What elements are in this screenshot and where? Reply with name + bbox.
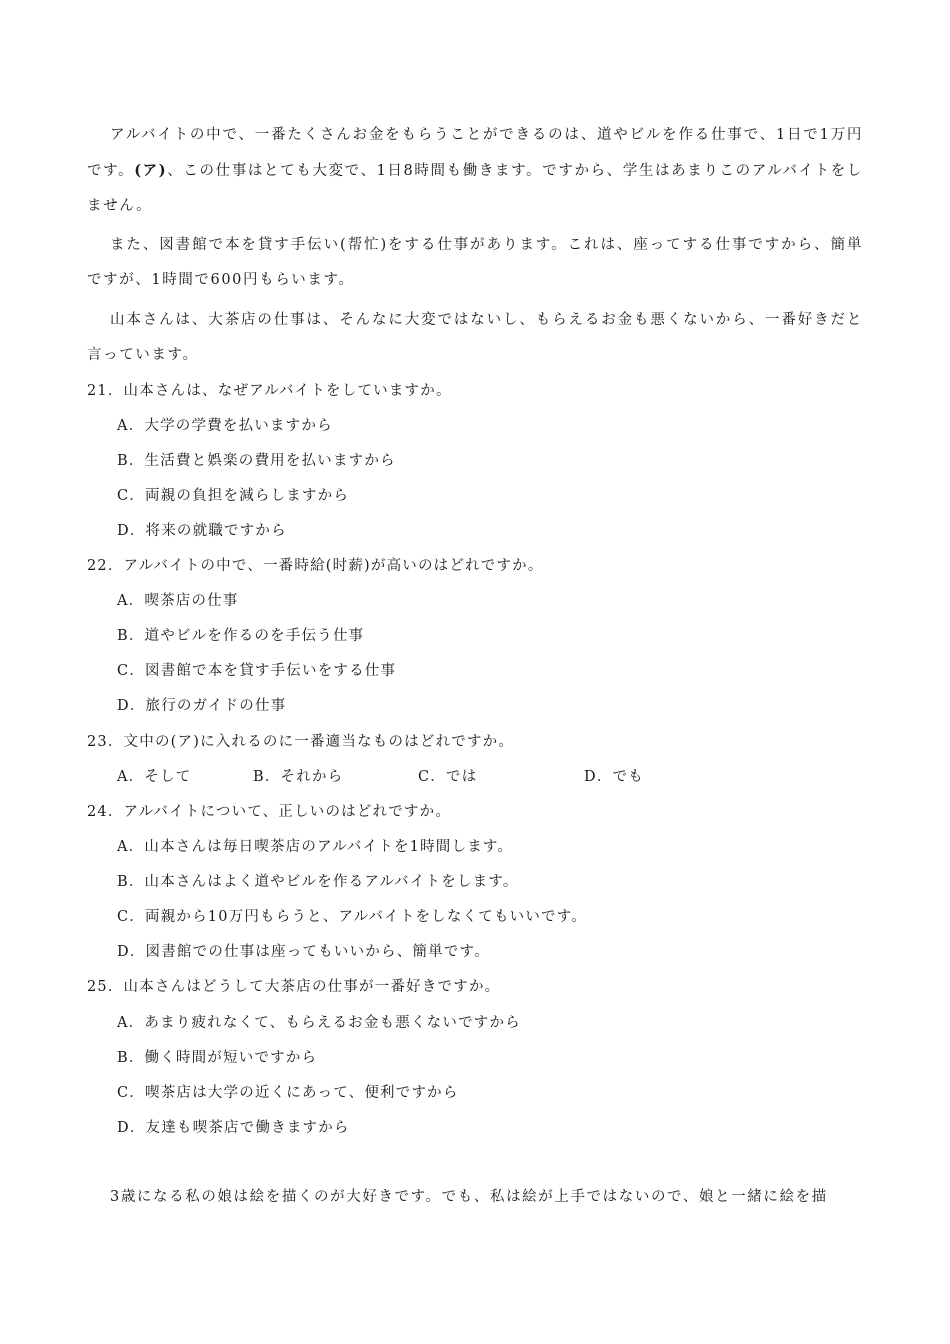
option-25-d: D．友達も喫茶店で働きますから <box>117 1120 350 1136</box>
option-24-c: C．両親から10万円もらうと、アルバイトをしなくてもいいです。 <box>117 909 587 925</box>
option-25-c: C．喫茶店は大学の近くにあって、便利ですから <box>117 1085 459 1101</box>
option-24-b: B．山本さんはよく道やビルを作るアルバイトをします。 <box>117 874 519 890</box>
option-23-a: A．そして <box>117 769 192 785</box>
option-22-c: C．図書館で本を貸す手伝いをする仕事 <box>117 663 397 679</box>
option-25-b: B．働く時間が短いですから <box>117 1050 318 1066</box>
question-24: 24．アルバイトについて、正しいのはどれですか。 <box>87 804 452 820</box>
blank-marker: (ア) <box>134 162 168 179</box>
question-23: 23．文中の(ア)に入れるのに一番適当なものはどれですか。 <box>87 734 515 750</box>
passage-paragraph-3: 山本さんは、大茶店の仕事は、そんなに大変ではないし、もらえるお金も悪くないから、一番好きだと言っています。 <box>87 312 863 363</box>
option-23-b: B．それから <box>253 769 344 785</box>
passage-paragraph-1 <box>87 118 863 224</box>
passage-text: 、この仕事はとても大変で、1日8時間も働きます。ですから、学生はあまりこのアルバイトをしません。 <box>87 163 863 214</box>
passage-paragraph-2: また、図書館で本を貸す手伝い(帮忙)をする仕事があります。これは、座ってする仕事ですから、簡単ですが、1時間で600円もらいます。 <box>87 237 863 288</box>
option-22-b: B．道やビルを作るのを手伝う仕事 <box>117 628 365 644</box>
option-24-d: D．図書館での仕事は座ってもいいから、簡単です。 <box>117 944 490 960</box>
option-21-b: B．生活費と娯楽の費用を払いますから <box>117 453 396 469</box>
option-23-d: D．でも <box>584 769 644 785</box>
question-21: 21．山本さんは、なぜアルバイトをしていますか。 <box>87 383 452 399</box>
question-22: 22．アルバイトの中で、一番時給(时薪)が高いのはどれですか。 <box>87 558 544 574</box>
option-22-d: D．旅行のガイドの仕事 <box>117 698 287 714</box>
question-25: 25．山本さんはどうして大茶店の仕事が一番好きですか。 <box>87 979 501 995</box>
option-25-a: A．あまり疲れなくて、もらえるお金も悪くないですから <box>117 1015 521 1031</box>
option-21-d: D．将来の就職ですから <box>117 523 287 539</box>
option-21-c: C．両親の負担を減らしますから <box>117 488 350 504</box>
option-22-a: A．喫茶店の仕事 <box>117 593 239 609</box>
next-passage-first-line: 3歳になる私の娘は絵を描くのが大好きです。でも、私は絵が上手ではないので、娘と一緒に絵を描 <box>110 1189 828 1205</box>
passage-text: アルバイトの中で、一番たくさんお金をもらうことができるのは、道やビルを作る仕事で、1日で1万円です。 <box>87 127 863 179</box>
option-24-a: A．山本さんは毎日喫茶店のアルバイトを1時間します。 <box>117 839 514 855</box>
option-23-c: C．では <box>418 769 478 785</box>
option-21-a: A．大学の学費を払いますから <box>117 418 333 434</box>
